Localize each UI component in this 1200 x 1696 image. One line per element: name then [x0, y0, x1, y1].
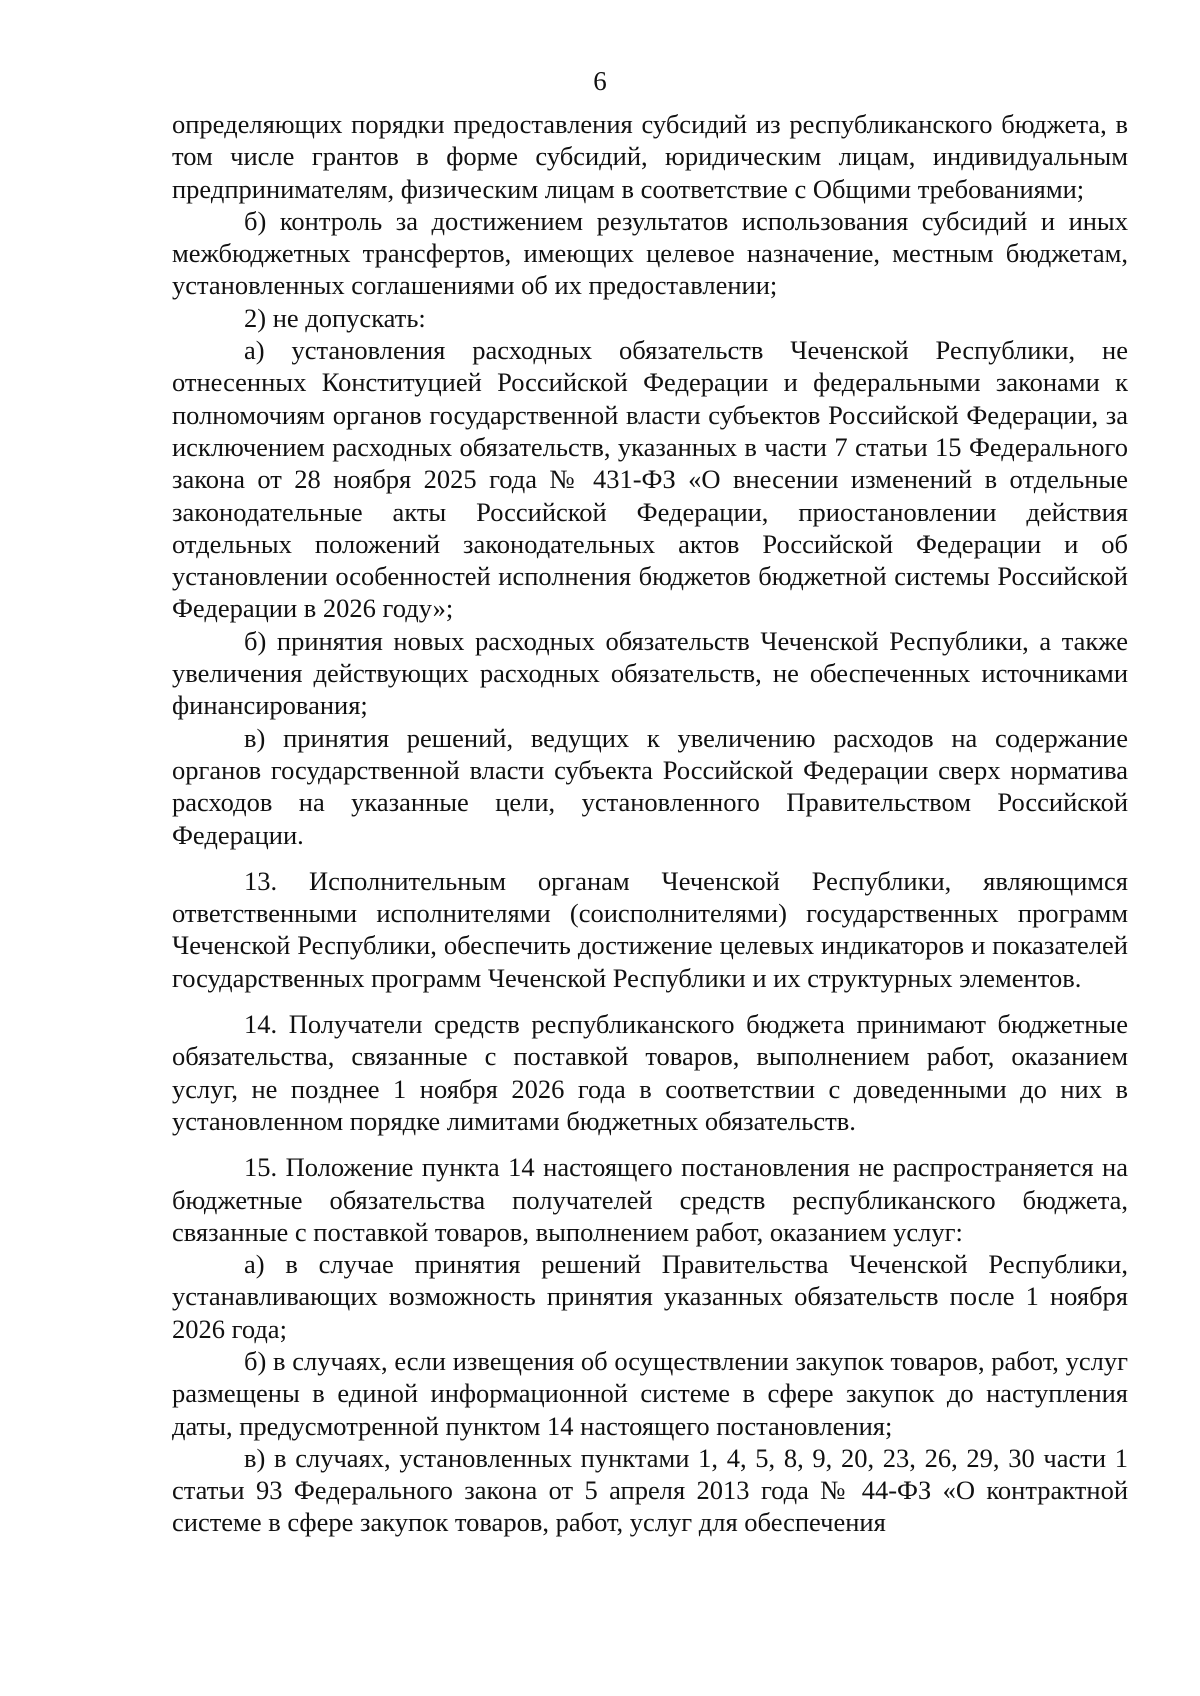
document-body: [172, 108, 1128, 1539]
paragraph-item-b-new-obligations: б) принятия новых расходных обязательств Чеченской Республики, а также увеличения действующих расходных обязательств, не обеспеченных источниками финансирования;: [172, 625, 1128, 721]
paragraph-item-2-prohibit: 2) не допускать:: [244, 302, 426, 333]
paragraph-15-item-a: а) в случае принятия решений Правительства Чеченской Республики, устанавливающих возможность принятия указанных обязательств после 1 ноября 2026 года;: [172, 1249, 1128, 1344]
paragraph-continuation: определяющих порядки предоставления субсидий из республиканского бюджета, в том числе грантов в форме субсидий, юридическим лицам, индивидуальным предпринимателям, физическим лицам в соответствие с Общими требованиями;: [172, 109, 1128, 204]
paragraph-item-a-obligations: а) установления расходных обязательств Чеченской Республики, не отнесенных Конституцией Российской Федерации и федеральными законами к полномочиям органов государственной власти субъектов Российской Федерации, за исключением расходных обязательств, указанных в части 7 статьи 15 Федерального закона от 28 ноября 2025 года № 431-ФЗ «О внесении изменений в отдельные законодательные акты Российской Федерации, приостановлении действия отдельных положений законодательных актов Российской Федерации и об установлении особенностей исполнения бюджетов бюджетной системы Российской Федерации в 2026 году»;: [172, 335, 1128, 624]
paragraph-15: 15. Положение пункта 14 настоящего постановления не распространяется на бюджетные обязательства получателей средств республиканского бюджета, связанные с поставкой товаров, выполнением работ, оказанием услуг:: [172, 1152, 1128, 1247]
paragraph-item-b-control: б) контроль за достижением результатов использования субсидий и иных межбюджетных трансфертов, имеющих целевое назначение, местным бюджетам, установленных соглашениями об их предоставлении;: [172, 205, 1128, 301]
paragraph-15-item-v: в) в случаях, установленных пунктами 1, 4, 5, 8, 9, 20, 23, 26, 29, 30 части 1 статьи 93 Федерального закона от 5 апреля 2013 года № 44-ФЗ «О контрактной системе в сфере закупок товаров, работ, услуг для обеспечения: [172, 1442, 1128, 1538]
paragraph-15-item-b: б) в случаях, если извещения об осуществлении закупок товаров, работ, услуг размещены в единой информационной системе в сфере закупок до наступления даты, предусмотренной пунктом 14 настоящего постановления;: [172, 1345, 1128, 1441]
paragraph-14: 14. Получатели средств республиканского бюджета принимают бюджетные обязательства, связанные с поставкой товаров, выполнением работ, оказанием услуг, не позднее 1 ноября 2026 года в соответствии с доведенными до них в установленном порядке лимитами бюджетных обязательств.: [172, 1009, 1128, 1136]
paragraph-13: 13. Исполнительным органам Чеченской Республики, являющимся ответственными исполнителями (соисполнителями) государственных программ Чеченской Республики, обеспечить достижение целевых индикаторов и показателей государственных программ Чеченской Республики и их структурных элементов.: [172, 865, 1128, 993]
page-number: 6: [593, 66, 607, 96]
paragraph-item-v-decisions: в) принятия решений, ведущих к увеличению расходов на содержание органов государственной власти субъекта Российской Федерации сверх норматива расходов на указанные цели, установленного Правительством Российской Федерации.: [172, 722, 1128, 850]
